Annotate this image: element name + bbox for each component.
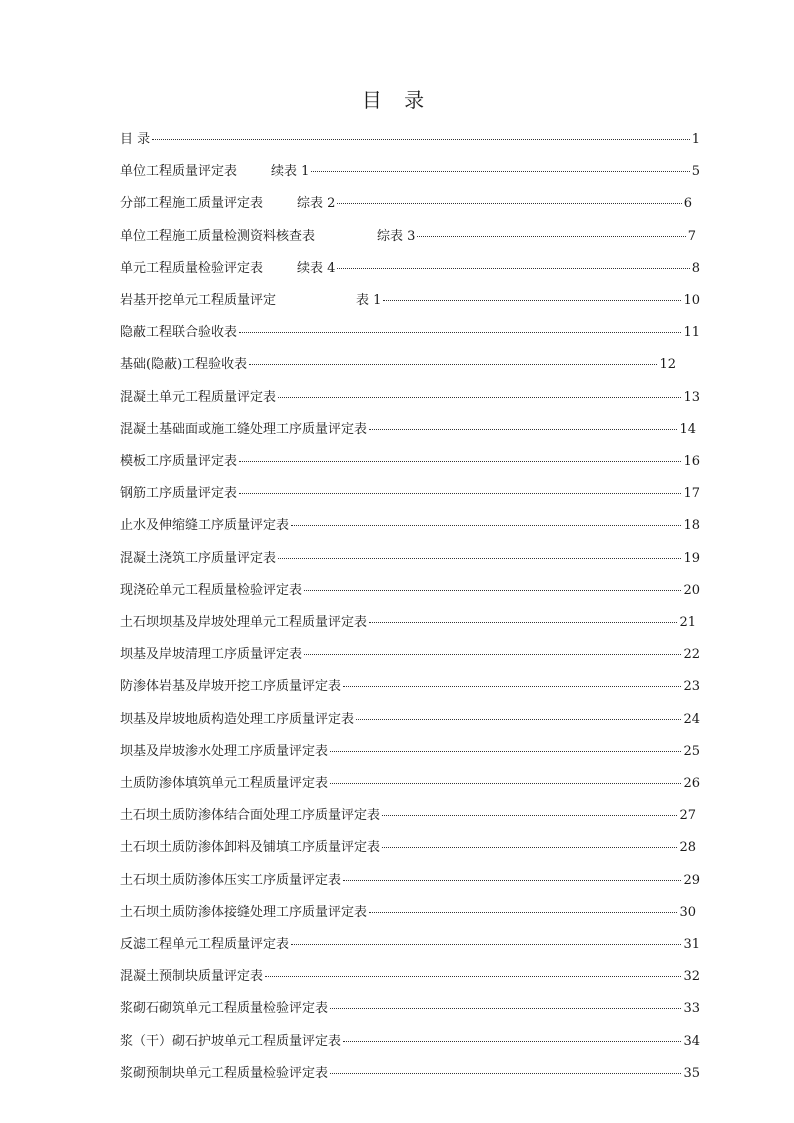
toc-entry-title: 混凝土单元工程质量评定表 — [120, 389, 277, 405]
toc-entry-page-number: 14 — [679, 421, 696, 437]
toc-entry-title: 坝基及岸坡渗水处理工序质量评定表 — [120, 743, 329, 759]
dot-leader — [291, 943, 681, 945]
toc-entry[interactable] — [120, 418, 696, 436]
dot-leader — [304, 589, 681, 591]
toc-entry-title: 土质防渗体填筑单元工程质量评定表 — [120, 776, 329, 791]
dot-leader — [330, 1072, 681, 1074]
toc-entry[interactable] — [120, 192, 692, 210]
toc-entry[interactable] — [120, 965, 700, 983]
toc-entry-title: 反滤工程单元工程质量评定表 — [120, 937, 290, 952]
toc-entry-title: 混凝土基础面或施工缝处理工序质量评定表 — [120, 421, 368, 437]
toc-entry[interactable] — [120, 1030, 700, 1048]
toc-entry[interactable] — [120, 1062, 700, 1080]
toc-entry-title: 浆砌石砌筑单元工程质量检验评定表 — [120, 1001, 329, 1017]
toc-entry-title: 土石坝土质防渗体压实工序质量评定表 — [120, 872, 342, 888]
toc-entry-table-number: 表 1 — [356, 293, 382, 308]
dot-leader — [278, 396, 681, 398]
dot-leader — [383, 299, 681, 301]
toc-entry[interactable] — [120, 933, 700, 951]
dot-leader — [343, 685, 681, 687]
toc-entry-page-number: 18 — [683, 518, 700, 534]
toc-entry-page-number: 24 — [683, 711, 700, 727]
toc-entry[interactable] — [120, 160, 700, 178]
toc-entry[interactable] — [120, 225, 696, 243]
toc-entry-page-number: 35 — [683, 1065, 700, 1081]
dot-leader — [239, 492, 681, 494]
dot-leader — [382, 846, 677, 848]
toc-entry-table-number: 综表 3 — [377, 228, 416, 244]
toc-entry-title: 土石坝土质防渗体卸料及铺填工序质量评定表 — [120, 840, 381, 856]
toc-entry-page-number: 21 — [679, 615, 696, 630]
toc-entry-page-number: 5 — [691, 164, 700, 180]
toc-entry-title: 单位工程质量评定表 — [120, 164, 238, 180]
toc-entry-title: 岩基开挖单元工程质量评定 — [120, 293, 277, 308]
toc-entry[interactable] — [120, 450, 700, 468]
toc-entry-page-number: 29 — [683, 872, 700, 888]
toc-entry-title: 分部工程施工质量评定表 — [120, 196, 264, 212]
toc-entry-page-number: 8 — [691, 260, 700, 276]
toc-entry[interactable] — [120, 579, 700, 597]
toc-entry[interactable] — [120, 353, 676, 371]
toc-entry-table-number: 综表 2 — [297, 196, 336, 212]
toc-entry-table-number: 续表 1 — [271, 164, 310, 180]
toc-entry-page-number: 6 — [683, 196, 692, 212]
toc-entry[interactable] — [120, 547, 700, 565]
dot-leader — [311, 170, 689, 172]
dot-leader — [304, 653, 681, 655]
toc-entry-title: 混凝土浇筑工序质量评定表 — [120, 550, 277, 566]
toc-entry-page-number: 11 — [683, 325, 700, 341]
toc-entry[interactable] — [120, 611, 696, 629]
toc-entry[interactable] — [120, 386, 700, 404]
dot-leader — [265, 975, 681, 977]
dot-leader — [356, 718, 681, 720]
toc-entry[interactable] — [120, 740, 700, 758]
dot-leader — [239, 460, 681, 462]
toc-entry[interactable] — [120, 675, 700, 693]
toc-entry[interactable] — [120, 836, 696, 854]
toc-entry-page-number: 10 — [683, 293, 700, 308]
toc-entry-page-number: 1 — [691, 132, 700, 147]
toc-entry-title: 单元工程质量检验评定表 — [120, 260, 264, 276]
dot-leader — [330, 750, 681, 752]
dot-leader — [152, 138, 690, 140]
toc-entry[interactable] — [120, 643, 700, 661]
toc-entry[interactable] — [120, 869, 700, 887]
toc-entry-table-number: 续表 4 — [297, 260, 336, 276]
toc-entry-title: 止水及伸缩缝工序质量评定表 — [120, 518, 290, 534]
dot-leader — [291, 524, 681, 526]
dot-leader — [330, 782, 681, 784]
toc-entry[interactable] — [120, 257, 700, 275]
toc-entry-title: 浆砌预制块单元工程质量检验评定表 — [120, 1065, 329, 1081]
toc-entry-page-number: 33 — [683, 1001, 700, 1017]
toc-entry-page-number: 27 — [679, 808, 696, 824]
dot-leader — [417, 235, 685, 237]
toc-entry-page-number: 17 — [683, 486, 700, 502]
toc-entry-page-number: 26 — [683, 776, 700, 791]
toc-entry[interactable] — [120, 321, 700, 339]
toc-entry-page-number: 23 — [683, 679, 700, 695]
toc-entry-title: 钢筋工序质量评定表 — [120, 486, 238, 502]
dot-leader — [337, 267, 689, 269]
toc-entry-title: 隐蔽工程联合验收表 — [120, 325, 238, 341]
toc-entry[interactable] — [120, 901, 696, 919]
toc-entry-page-number: 13 — [683, 389, 700, 405]
toc-entry-title: 坝基及岸坡清理工序质量评定表 — [120, 647, 303, 663]
toc-entry-page-number: 22 — [683, 647, 700, 663]
toc-entry-title: 防渗体岩基及岸坡开挖工序质量评定表 — [120, 679, 342, 695]
toc-entry-title: 混凝土预制块质量评定表 — [120, 969, 264, 985]
toc-entry[interactable] — [120, 289, 700, 307]
toc-entry-page-number: 16 — [683, 454, 700, 469]
toc-entry[interactable] — [120, 514, 700, 532]
toc-entry-title: 现浇砼单元工程质量检验评定表 — [120, 582, 303, 598]
toc-entry-title: 目 录 — [120, 132, 151, 147]
toc-entry-page-number: 30 — [679, 904, 696, 920]
toc-entry[interactable] — [120, 708, 700, 726]
document-title: 目 录 — [361, 88, 433, 112]
toc-entry-page-number: 19 — [683, 550, 700, 566]
dot-leader — [278, 557, 681, 559]
toc-entry[interactable] — [120, 997, 700, 1015]
dot-leader — [369, 621, 677, 623]
dot-leader — [239, 331, 681, 333]
dot-leader — [382, 814, 677, 816]
dot-leader — [343, 1040, 681, 1042]
toc-entry-title: 土石坝土质防渗体结合面处理工序质量评定表 — [120, 808, 381, 824]
toc-entry-title: 单位工程施工质量检测资料核查表 — [120, 228, 316, 244]
toc-entry-page-number: 25 — [683, 743, 700, 759]
toc-entry-page-number: 20 — [683, 582, 700, 598]
dot-leader — [369, 428, 677, 430]
dot-leader — [369, 911, 677, 913]
toc-entry-title: 浆（干）砌石护坡单元工程质量评定表 — [120, 1033, 342, 1049]
toc-entry-page-number: 34 — [683, 1033, 700, 1049]
toc-entry-title: 模板工序质量评定表 — [120, 454, 238, 469]
toc-entry[interactable] — [120, 482, 700, 500]
toc-entry-page-number: 28 — [679, 840, 696, 856]
toc-entry-title: 基础(隐蔽)工程验收表 — [120, 357, 248, 373]
toc-entry[interactable] — [120, 772, 700, 790]
toc-entry-page-number: 31 — [683, 937, 700, 952]
toc-entry-page-number: 12 — [659, 357, 676, 373]
toc-entry-page-number: 32 — [683, 969, 700, 985]
toc-entry-title: 坝基及岸坡地质构造处理工序质量评定表 — [120, 711, 355, 727]
dot-leader — [330, 1007, 681, 1009]
toc-entry-title: 土石坝土质防渗体接缝处理工序质量评定表 — [120, 904, 368, 920]
toc-entry-page-number: 7 — [687, 228, 696, 244]
toc-entry[interactable] — [120, 128, 700, 146]
dot-leader — [343, 879, 681, 881]
dot-leader — [249, 363, 657, 365]
toc-entry[interactable] — [120, 804, 696, 822]
toc-entry-title: 土石坝坝基及岸坡处理单元工程质量评定表 — [120, 615, 368, 630]
dot-leader — [337, 202, 681, 204]
